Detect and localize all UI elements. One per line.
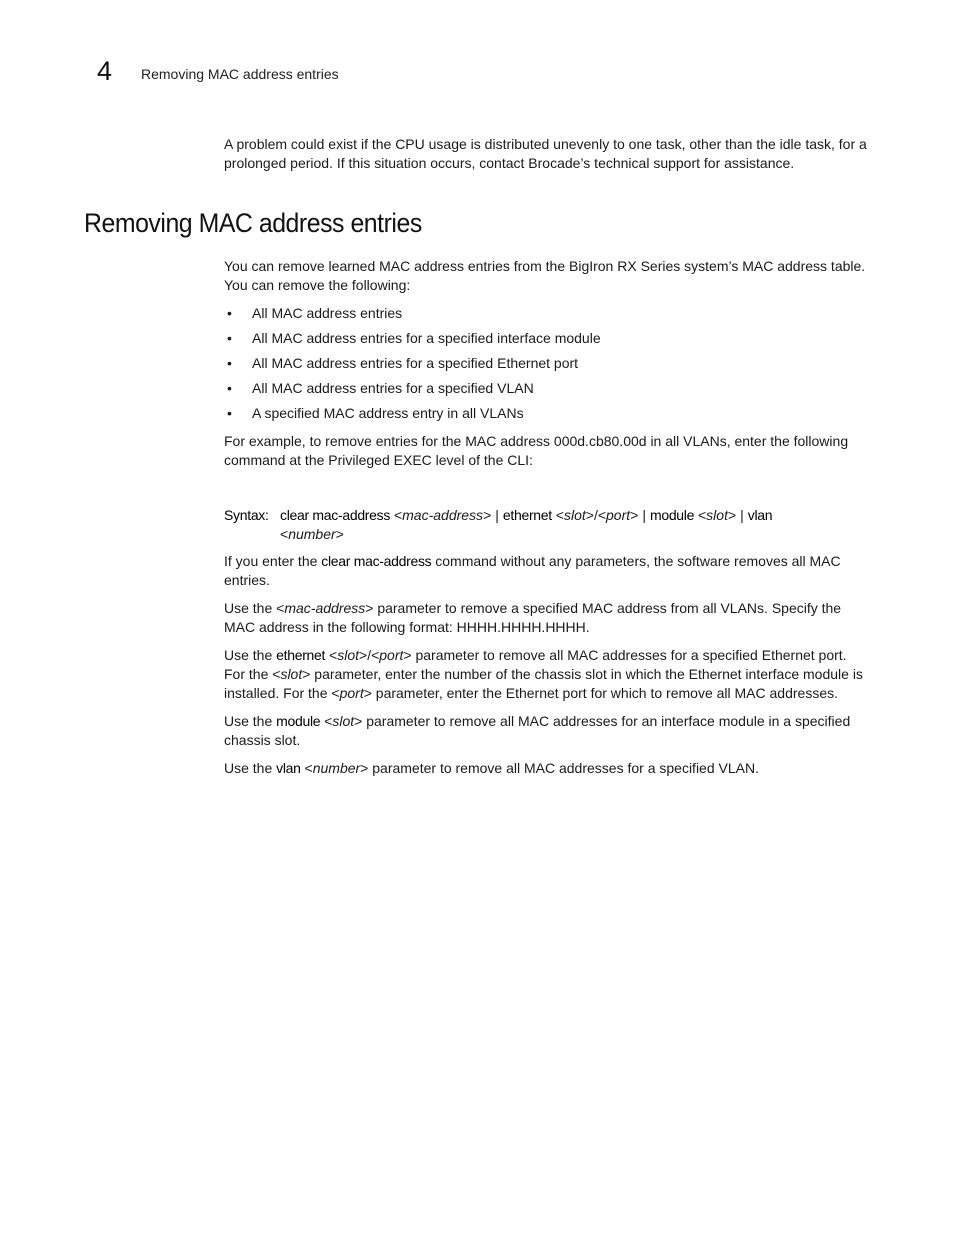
example-paragraph: For example, to remove entries for the MAC address 000d.cb80.00d in all VLANs, enter the following command at the Privileged EXEC level of the CLI: bbox=[224, 433, 849, 468]
syntax-param-mac-address: <mac-address> bbox=[393, 507, 492, 523]
description-paragraph-clear: If you enter the clear mac-address command without any parameters, the software removes all MAC entries. bbox=[224, 553, 841, 588]
section-body bbox=[224, 257, 869, 470]
list-item bbox=[224, 404, 869, 423]
inline-keyword: vlan bbox=[276, 760, 301, 776]
syntax-command bbox=[280, 506, 869, 544]
syntax-keyword-vlan: vlan bbox=[747, 507, 773, 523]
list-item-text: All MAC address entries for a specified Ethernet port bbox=[252, 355, 579, 371]
parameter-descriptions bbox=[224, 552, 869, 787]
inline-keyword: clear mac-address bbox=[321, 553, 432, 569]
syntax-keyword-ethernet: ethernet bbox=[502, 507, 552, 523]
bullet-icon: • bbox=[227, 380, 232, 396]
section-lead-paragraph: You can remove learned MAC address entries from the BigIron RX Series system’s MAC address table. You can remove the following: bbox=[224, 258, 866, 293]
syntax-label: Syntax: bbox=[224, 507, 269, 523]
inline-param: <mac-address> bbox=[276, 600, 374, 616]
list-item-text: All MAC address entries for a specified VLAN bbox=[252, 380, 534, 396]
syntax-block bbox=[224, 506, 869, 544]
inline-keyword: ethernet bbox=[276, 647, 326, 663]
intro-block bbox=[224, 135, 869, 173]
description-paragraph-mac-address: Use the <mac-address> parameter to remove a specified MAC address from all VLANs. Specify the MAC address in the following format: HHHH.HHHH.HHHH. bbox=[224, 600, 842, 635]
syntax-separator: | bbox=[642, 507, 646, 523]
syntax-param-slot: <slot> bbox=[697, 507, 737, 523]
description-paragraph-module: Use the module <slot> parameter to remove all MAC addresses for an interface module in a specified chassis slot. bbox=[224, 713, 851, 748]
list-item bbox=[224, 379, 869, 398]
removal-options-list bbox=[224, 304, 869, 423]
list-item bbox=[224, 304, 869, 323]
running-header-title: Removing MAC address entries bbox=[141, 66, 339, 82]
inline-param: <slot> bbox=[324, 713, 363, 729]
syntax-keyword-clear-mac-address: clear mac-address bbox=[280, 507, 391, 523]
list-item-text: All MAC address entries for a specified interface module bbox=[252, 330, 601, 346]
list-item-text: A specified MAC address entry in all VLANs bbox=[252, 405, 524, 421]
chapter-number: 4 bbox=[97, 56, 113, 86]
intro-paragraph: A problem could exist if the CPU usage is distributed unevenly to one task, other than the idle task, for a prolonged period. If this situation occurs, contact Brocade’s technical support for assistance. bbox=[224, 136, 867, 171]
syntax-param-slot-port: <slot>/<port> bbox=[555, 507, 639, 523]
inline-param: <number> bbox=[304, 760, 369, 776]
inline-keyword: module bbox=[276, 713, 321, 729]
bullet-icon: • bbox=[227, 405, 232, 421]
bullet-icon: • bbox=[227, 355, 232, 371]
bullet-icon: • bbox=[227, 330, 232, 346]
section-title: Removing MAC address entries bbox=[84, 208, 422, 238]
syntax-separator: | bbox=[495, 507, 499, 523]
list-item bbox=[224, 329, 869, 348]
description-paragraph-vlan: Use the vlan <number> parameter to remove all MAC addresses for a specified VLAN. bbox=[224, 760, 759, 776]
description-paragraph-ethernet: Use the ethernet <slot>/<port> parameter to remove all MAC addresses for a specified Ethernet port. For the <slot> parameter, enter the number of the chassis slot in which the Ethernet interface module is installed. For the <port> parameter, enter the Ethernet port for which to remove all MAC addresses. bbox=[224, 647, 863, 701]
bullet-icon: • bbox=[227, 305, 232, 321]
syntax-separator: | bbox=[740, 507, 744, 523]
syntax-keyword-module: module bbox=[649, 507, 695, 523]
list-item bbox=[224, 354, 869, 373]
list-item-text: All MAC address entries bbox=[252, 305, 403, 321]
inline-param: <port> bbox=[331, 685, 372, 701]
inline-param: <slot> bbox=[272, 666, 311, 682]
syntax-param-number: <number> bbox=[280, 526, 344, 542]
inline-param: <slot>/<port> bbox=[329, 647, 412, 663]
